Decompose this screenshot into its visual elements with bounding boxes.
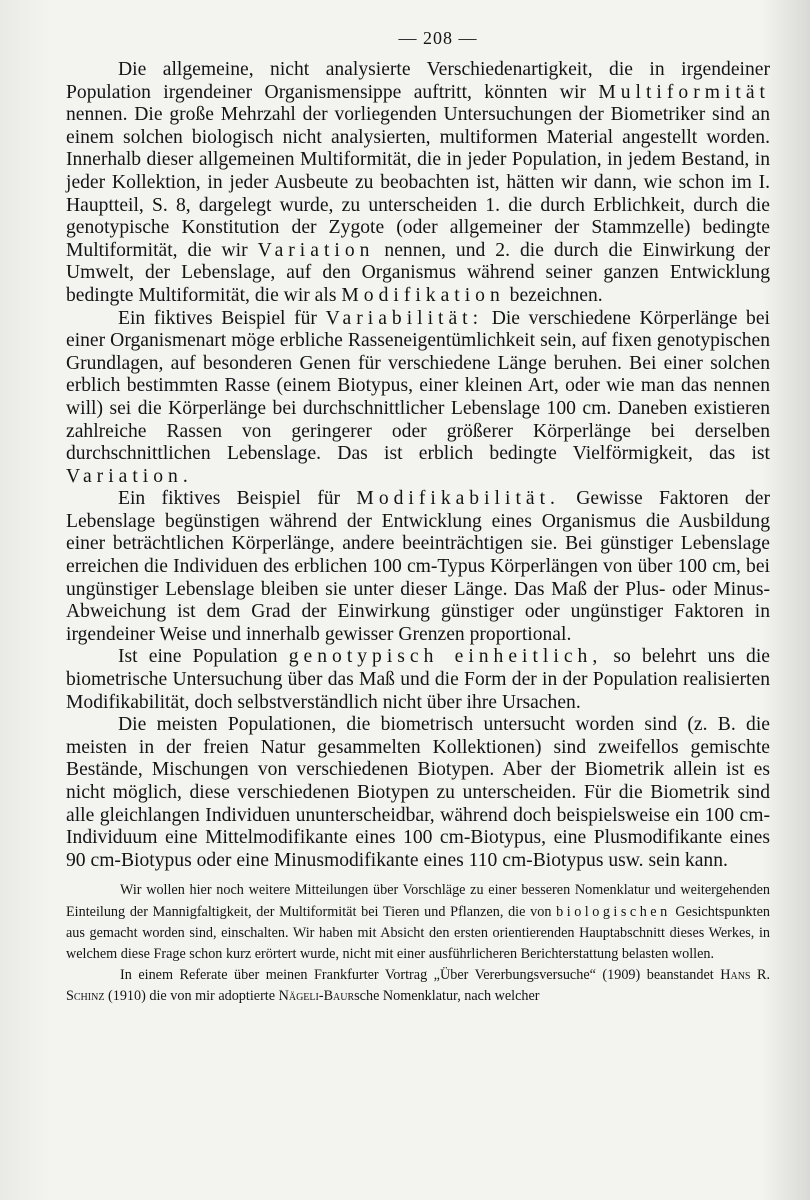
paragraph: Die meisten Populationen, die biometrisch untersucht worden sind (z. B. die meisten in der freien Natur gesammelten Kollektionen) sind zweifellos gemischte Bestände, Mischungen von verschiedenen Biotypen. Aber der Biometrik allein ist es nicht möglich, diese verschiedenen Biotypen zu unterscheiden. Für die Biometrik sind alle gleichlangen Individuen ununterscheidbar, während doch beispielsweise ein 100 cm-Individuum eine Mittelmodifikante eines 100 cm-Biotypus, eine Plusmodifikante eines 90 cm-Biotypus oder eine Minusmodifikante eines 110 cm-Biotypus usw. sein kann. <box>66 714 770 871</box>
emphasis-term: Variation. <box>66 465 193 487</box>
emphasis-term: Variabilität: <box>325 307 484 329</box>
paragraph: Ein fiktives Beispiel für Variabilität: Die verschiedene Körperlänge bei einer Organismenart möge erbliche Rasseneigentümlichkeit sein, auf fixen genotypischen Grundlagen, auf besonderen Genen für verschiedene Länge beruhen. Bei einer solchen erblich bestimmten Rasse (einem Biotypus, einer kleinen Art, oder wie man das nennen will) sei die Körperlänge bei durchschnittlicher Lebenslage 100 cm. Daneben existieren zahlreiche Rassen von geringerer oder größerer Körperlänge bei derselben durchschnittlichen Lebenslage. Das ist erblich bedingte Vielförmigkeit, das ist Variation. <box>66 307 770 487</box>
emphasis-term: Modifikation <box>341 284 505 306</box>
paragraph: Ist eine Population genotypisch einheitlich, so belehrt uns die biometrische Untersuchung über das Maß und die Form der in der Population realisierten Modifikabilität, doch selbstverständlich nicht über ihre Ursachen. <box>66 646 770 713</box>
page-number: — 208 — <box>398 28 478 48</box>
emphasis-term: biologischen <box>556 903 671 920</box>
footnote: Wir wollen hier noch weitere Mitteilungen über Vorschläge zu einer besseren Nomenklatur und weitergehenden Einteilung der Mannigfaltigkeit, der Multiformität bei Tieren und Pflanzen, die von biologischen Gesichtspunkten aus gemacht worden sind, einschalten. Wir haben mit Absicht den ersten orientierenden Hauptabschnitt dieses Werkes, in welchem diese Frage schon kurz erörtert wurde, nicht mit einer ausführlicheren Berichterstattung belasten wollen. <box>66 882 770 962</box>
emphasis-term: genotypisch einheitlich, <box>288 646 603 668</box>
paragraph: Die allgemeine, nicht analysierte Verschiedenartigkeit, die in irgendeiner Population irgendeiner Organismensippe auftritt, könnten wir Multiformität nennen. Die große Mehrzahl der vorliegenden Untersuchungen der Biometriker sind an einem solchen biologisch nicht analysierten, multiformen Material angestellt worden. Innerhalb dieser allgemeinen Multiformität, die in jeder Population, in jedem Bestand, in jeder Kollektion, in jeder Ausbeute zu beobachten ist, hätten wir dann, wie schon im I. Hauptteil, S. 8, dargelegt wurde, zu unterscheiden 1. die durch Erblichkeit, durch die genotypische Konstitution der Zygote (oder allgemeiner der Stammzelle) bedingte Multiformität, die wir Variation nennen, und 2. die durch die Einwirkung der Umwelt, der Lebenslage, auf den Organismus während seiner ganzen Entwicklung bedingte Multiformität, die wir als Modifikation bezeichnen. <box>66 59 770 306</box>
footnote-section <box>66 880 770 1007</box>
emphasis-term: Multiformität <box>598 81 770 103</box>
footnote: In einem Referate über meinen Frankfurter Vortrag „Über Vererbungsversuche“ (1909) beanstandet Hans R. Schinz (1910) die von mir adoptierte Nägeli-Baursche Nomenklatur, nach welcher <box>66 967 771 1005</box>
emphasis-term: Variation <box>257 239 375 261</box>
author-name: Nägeli-Baur <box>278 988 355 1005</box>
author-name: Hans R. Schinz <box>66 967 771 1005</box>
paragraph: Ein fiktives Beispiel für Modifikabilität. Gewisse Faktoren der Lebenslage begünstigen während der Entwicklung eines Organismus die Ausbildung einer beträchtlichen Körperlänge, andere beeinträchtigen sie. Bei günstiger Lebenslage erreichen die Individuen des erblichen 100 cm-Typus Körperlängen von über 100 cm, bei ungünstiger Lebenslage bleiben sie unter dieser Länge. Das Maß der Plus- oder Minus-Abweichung ist dem Grad der Einwirkung günstiger oder ungünstiger Faktoren in irgendeiner Weise und innerhalb gewisser Grenzen proportional. <box>66 488 770 645</box>
emphasis-term: Modifikabilität. <box>356 488 560 510</box>
main-text <box>66 59 770 872</box>
